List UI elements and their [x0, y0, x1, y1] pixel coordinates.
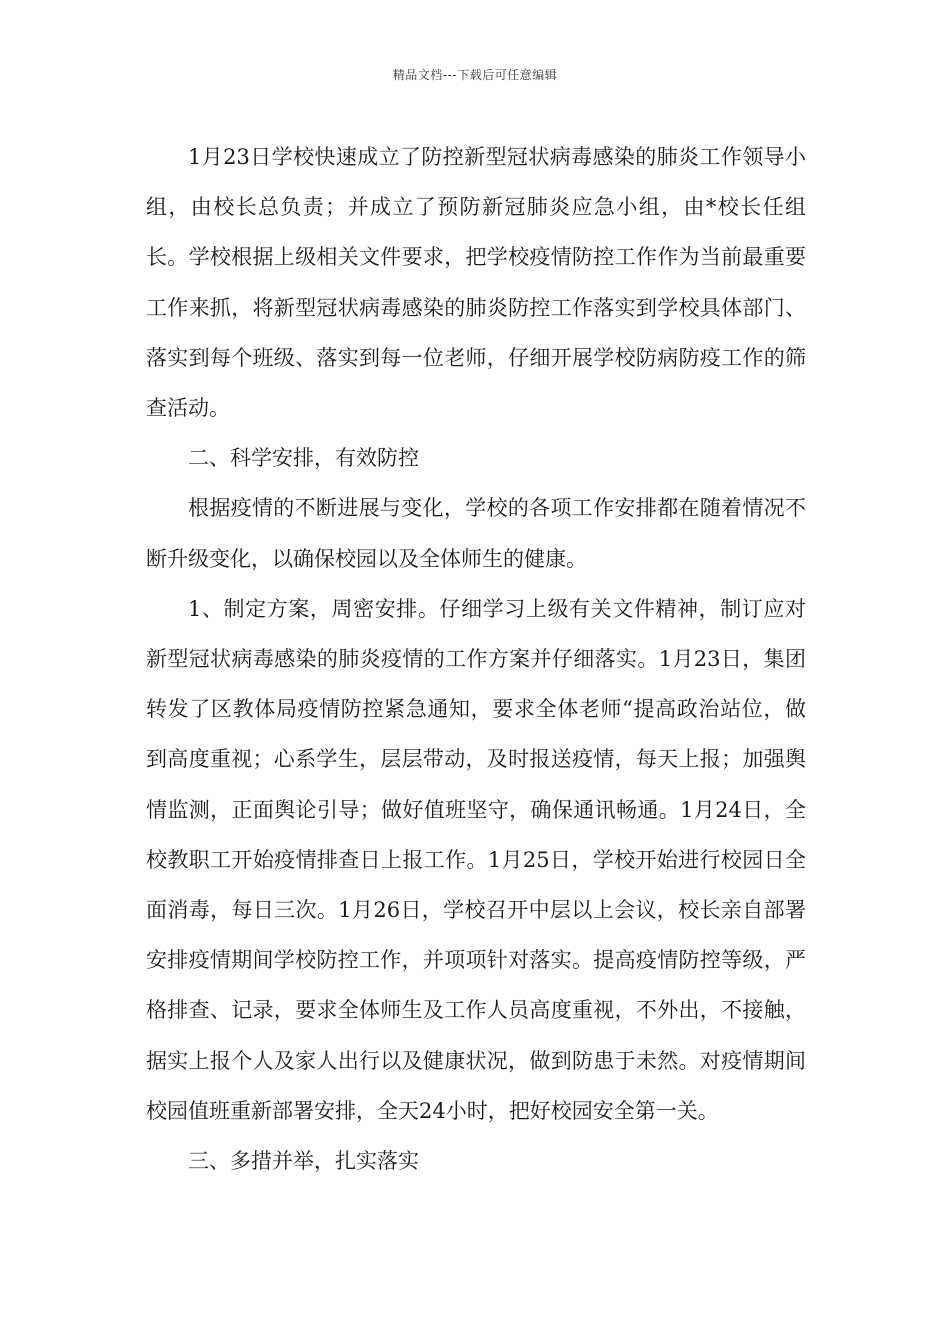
paragraph-epidemic-changes: 根据疫情的不断进展与变化，学校的各项工作安排都在随着情况不断升级变化，以确保校园以及全体师生的健康。: [146, 496, 806, 571]
document-body: [146, 132, 806, 1186]
section-heading-scientific-arrangement: 二、科学安排，有效防控: [188, 446, 419, 471]
section-heading-multiple-measures: 三、多措并举，扎实落实: [188, 1149, 419, 1174]
paragraph-plan-arrangement: 1、制定方案，周密安排。仔细学习上级有关文件精神，制订应对新型冠状病毒感染的肺炎疫情的工作方案并仔细落实。1月23日，集团转发了区教体局疫情防控紧急通知，要求全体老师“提高政治站位，做到高度重视；心系学生，层层带动，及时报送疫情，每天上报；加强舆情监测，正面舆论引导；做好值班坚守，确保通讯畅通。1月24日，全校教职工开始疫情排查日上报工作。1月25日，学校开始进行校园日全面消毒，每日三次。1月26日，学校召开中层以上会议，校长亲自部署安排疫情期间学校防控工作，并项项针对落实。提高疫情防控等级，严格排查、记录，要求全体师生及工作人员高度重视，不外出，不接触，据实上报个人及家人出行以及健康状况，做到防患于未然。对疫情期间校园值班重新部署安排，全天24小时，把好校园安全第一关。: [146, 596, 806, 1123]
paragraph-leadership-group: 1月23日学校快速成立了防控新型冠状病毒感染的肺炎工作领导小组，由校长总负责；并成立了预防新冠肺炎应急小组，由*校长任组长。学校根据上级相关文件要求，把学校疫情防控工作作为当前最重要工作来抓，将新型冠状病毒感染的肺炎防控工作落实到学校具体部门、落实到每个班级、落实到每一位老师，仔细开展学校防病防疫工作的筛查活动。: [146, 145, 806, 421]
page-header: 精品文档---下载后可任意编辑: [392, 68, 558, 82]
